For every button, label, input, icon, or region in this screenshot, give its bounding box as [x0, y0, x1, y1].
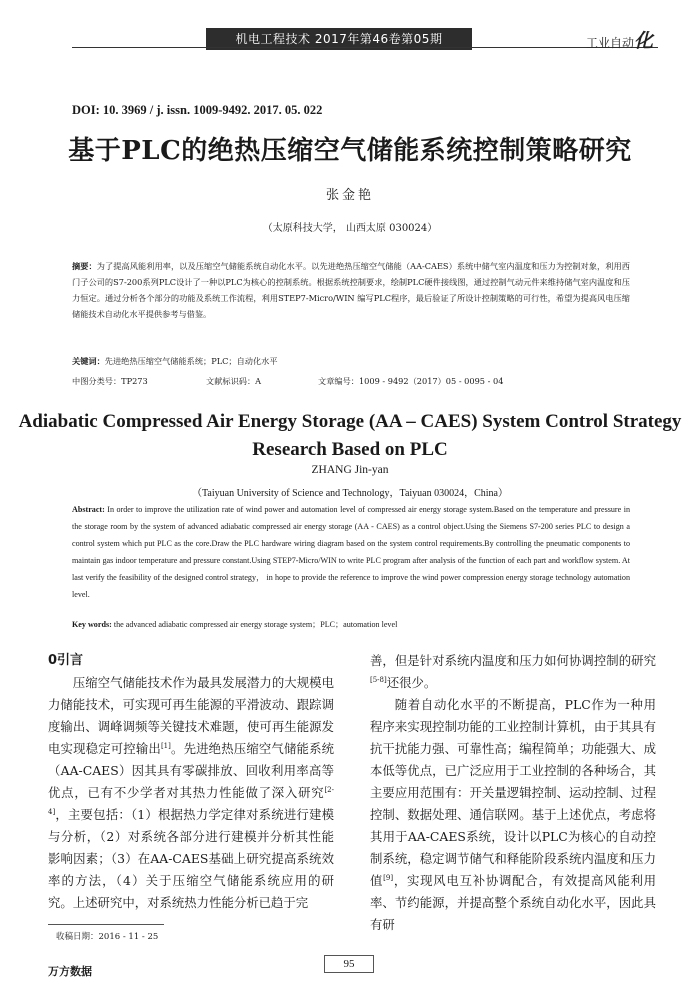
received-date: 收稿日期：2016 - 11 - 25 [56, 932, 159, 942]
citation: [2-4] [48, 785, 334, 816]
abstract-english-text: In order to improve the utilization rate of wind power and automation level of compressed air energy storage system.Based on the temperature and pressure in the storage room by the system of advanced adiabatic compressed air energy storage (AA - CAES) as a control object.Using the Siemens S7-200 series PLC to design a control system which put PLC as the core.Draw the PLC hardware wiring diagram based on the system control requirements.By controlling the pneumatic components to maintain gas indoor temperature and pressure constant.Using STEP7-Micro/WIN to write PLC program after analysis of the function of each part and workflow system. At last verify the feasibility of the designed control strategy， in hope to provide the reference to improve the wind power compression energy storage technology automation level. [72, 505, 630, 600]
journal-logo-text: 工业自动 [586, 36, 635, 50]
citation: [9] [383, 873, 394, 882]
citation: [5-8] [370, 675, 387, 684]
paragraph-text: 。先进绝热压缩空气储能系统（AA-CAES）因其具有零碳排放、回收利用率高等优点，已有不少学者对其热力性能做了深入研究 [48, 741, 335, 800]
affiliation-chinese: （太原科技大学， 山西太原 030024） [262, 223, 438, 234]
document-code: 文献标识码：A [206, 376, 262, 386]
abstract-chinese [72, 258, 630, 322]
article-number: 文章编号：1009 - 9492（2017）05 - 0095 - 04 [318, 376, 504, 386]
paragraph [48, 672, 334, 914]
paragraph-text: 善，但是针对系统内温度和压力如何协调控制的研究 [370, 653, 656, 668]
doi: DOI: 10. 3969 / j. issn. 1009-9492. 2017. 05. 022 [72, 103, 323, 117]
keywords-english-label: Key words: [72, 620, 112, 629]
keywords-chinese-label: 关键词： [72, 356, 105, 366]
affiliation-english: （Taiyuan University of Science and Technology，Taiyuan 030024，China） [192, 488, 508, 499]
footer-brand: 万方数据 [48, 965, 92, 978]
keywords-english-text: the advanced adiabatic compressed air energy storage system；PLC；automation level [113, 620, 398, 629]
body-column-right [370, 650, 656, 936]
author-chinese: 张金艳 [325, 188, 374, 203]
section-heading: 0引言 [48, 653, 84, 668]
journal-header-bar: 机电工程技术 2017年第46卷第05期 [206, 28, 472, 50]
title-chinese: 基于PLC的绝热压缩空气储能系统控制策略研究 [68, 136, 632, 166]
keywords-chinese-text: 先进绝热压缩空气储能系统；PLC；自动化水平 [104, 356, 278, 366]
abstract-english-label: Abstract: [72, 505, 105, 514]
paragraph [370, 650, 656, 694]
body-column-left [48, 650, 334, 914]
paragraph-text: 压缩空气储能技术作为最具发展潜力的大规模电力储能技术，可实现可再生能源的平滑波动、跟踪调度输出、调峰调频等关键技术难题，使可再生能源发电实现稳定可控输出 [48, 675, 334, 756]
abstract-chinese-text: 为了提高风能利用率，以及压缩空气储能系统自动化水平。以先进绝热压缩空气储能（AA-CAES）系统中储气室内温度和压力为控制对象，利用西门子公司的S7-200系列PLC设计了一种以PLC为核心的控制系统。根据系统控制要求，绘制PLC硬件接线图，通过控制气动元件来维持储气室内温度和压力恒定。通过分析各个部分的功能及系统工作流程，利用STEP7-Micro/WIN 编写PLC程序，最后验证了所设计控制策略的可行性，希望为提高风电压缩储能技术自动化水平提供参考与借鉴。 [72, 261, 630, 319]
abstract-english [72, 501, 630, 604]
journal-logo-big-char: 化 [634, 30, 654, 52]
paragraph-text: ，实现风电互补协调配合，有效提高风能利用率、节约能源，并提高整个系统自动化水平，因此具有研 [370, 873, 657, 932]
paragraph [370, 694, 656, 936]
paragraph-text: 随着自动化水平的不断提高，PLC作为一种用程序来实现控制功能的工业控制计算机，由于其具有抗干扰能力强、可靠性高；编程简单；功能强大、成本低等优点，已广泛应用于工业控制的各种场合，其主要应用范围有：开关量逻辑控制、运动控制、过程控制、数据处理、通信联网。基于上述优点，考虑将其用于AA-CAES系统，设计以PLC为核心的自动控制系统，稳定调节储气和释能阶段系统内温度和压力值 [370, 697, 656, 888]
header-divider [72, 47, 658, 48]
keywords-english [72, 619, 630, 630]
journal-logo [586, 26, 653, 53]
footnote-divider [48, 924, 164, 925]
paragraph-text: ，主要包括：（1）根据热力学定律对系统进行建模与分析，（2）对系统各部分进行建模并分析其性能影响因素；（3）在AA-CAES基础上研究提高系统效率的方法，（4）关于压缩空气储能系统应用的研究。上述研究中，对系统热力性能分析已趋于完 [48, 807, 334, 910]
keywords-chinese [72, 354, 630, 368]
clc-number: 中图分类号：TP273 [72, 376, 148, 386]
citation: [1] [160, 741, 171, 750]
paragraph-text: 还很少。 [386, 675, 437, 690]
page-number: 95 [324, 955, 374, 973]
title-english: Adiabatic Compressed Air Energy Storage (AA – CAES) System Control Strategy Research Based on PLC [18, 411, 682, 460]
abstract-chinese-label: 摘要： [72, 261, 97, 271]
author-english: ZHANG Jin-yan [311, 464, 389, 476]
